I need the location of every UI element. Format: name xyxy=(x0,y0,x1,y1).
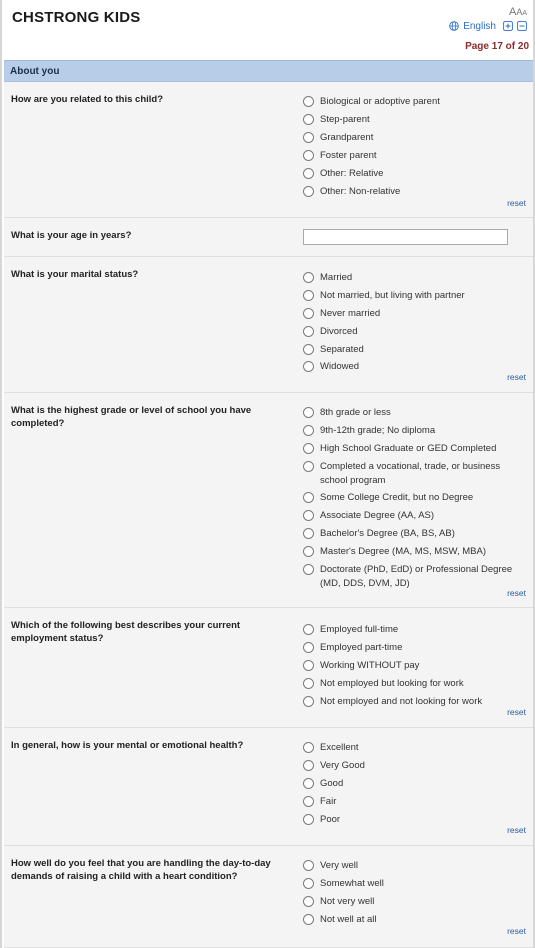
radio-option[interactable] xyxy=(303,623,518,637)
question-text: How well do you feel that you are handling the day-to-day demands of raising a child with a heart condition? xyxy=(11,858,271,882)
radio-option[interactable] xyxy=(303,113,518,127)
radio-button[interactable] xyxy=(303,186,314,197)
page-indicator: Page 17 of 20 xyxy=(465,41,529,52)
option-label: Married xyxy=(320,272,353,283)
question-text: What is your marital status? xyxy=(11,269,139,280)
radio-button[interactable] xyxy=(303,344,314,355)
radio-button[interactable] xyxy=(303,760,314,771)
radio-button[interactable] xyxy=(303,896,314,907)
option-label: Employed full-time xyxy=(320,624,399,635)
reset-link[interactable]: reset xyxy=(507,707,526,717)
radio-button[interactable] xyxy=(303,272,314,283)
question-relationship xyxy=(4,82,535,218)
radio-button[interactable] xyxy=(303,860,314,871)
option-label: Doctorate (PhD, EdD) or Professional Degree (MD, DDS, DVM, JD) xyxy=(320,564,513,589)
radio-button[interactable] xyxy=(303,678,314,689)
app-title: CHSTRONG KIDS xyxy=(12,9,141,26)
radio-option[interactable] xyxy=(303,442,518,456)
option-label: Not married, but living with partner xyxy=(320,290,465,301)
option-label: Not very well xyxy=(320,896,375,907)
radio-option[interactable] xyxy=(303,895,518,909)
radio-button[interactable] xyxy=(303,290,314,301)
question-age xyxy=(4,218,535,257)
radio-option[interactable] xyxy=(303,695,518,709)
radio-option[interactable] xyxy=(303,795,518,809)
radio-button[interactable] xyxy=(303,878,314,889)
radio-option[interactable] xyxy=(303,527,518,541)
option-label: Not employed and not looking for work xyxy=(320,696,483,707)
radio-option[interactable] xyxy=(303,813,518,827)
radio-button[interactable] xyxy=(303,425,314,436)
globe-icon[interactable] xyxy=(449,21,459,31)
reset-link[interactable]: reset xyxy=(507,926,526,936)
radio-option[interactable] xyxy=(303,777,518,791)
option-label: Completed a vocational, trade, or business school program xyxy=(320,461,501,486)
option-label: Very Good xyxy=(320,760,365,771)
option-label: Biological or adoptive parent xyxy=(320,96,440,107)
option-label: Bachelor's Degree (BA, BS, AB) xyxy=(320,528,455,539)
option-label: Fair xyxy=(320,796,337,807)
reset-link[interactable]: reset xyxy=(507,198,526,208)
radio-button[interactable] xyxy=(303,308,314,319)
option-label: Not employed but looking for work xyxy=(320,678,464,689)
option-label: Very well xyxy=(320,860,359,871)
language-selector[interactable]: English xyxy=(463,20,496,32)
radio-button[interactable] xyxy=(303,660,314,671)
question-text: In general, how is your mental or emotional health? xyxy=(11,740,244,751)
question-education xyxy=(4,393,535,608)
option-label: Divorced xyxy=(320,326,358,337)
age-input[interactable] xyxy=(303,229,508,245)
section-title: About you xyxy=(10,66,60,77)
option-label: Excellent xyxy=(320,742,359,753)
radio-option[interactable] xyxy=(303,741,518,755)
radio-option[interactable] xyxy=(303,859,518,873)
option-label: Somewhat well xyxy=(320,878,384,889)
option-label: Employed part-time xyxy=(320,642,403,653)
radio-button[interactable] xyxy=(303,168,314,179)
radio-button[interactable] xyxy=(303,914,314,925)
radio-button[interactable] xyxy=(303,114,314,125)
radio-button[interactable] xyxy=(303,642,314,653)
radio-button[interactable] xyxy=(303,742,314,753)
radio-option[interactable] xyxy=(303,913,518,927)
option-label: 9th-12th grade; No diploma xyxy=(320,425,436,436)
radio-button[interactable] xyxy=(303,461,314,472)
radio-option[interactable] xyxy=(303,149,518,163)
radio-option[interactable] xyxy=(303,563,518,590)
reset-link[interactable]: reset xyxy=(507,588,526,598)
option-label: Some College Credit, but no Degree xyxy=(320,492,474,503)
radio-button[interactable] xyxy=(303,443,314,454)
language-bar xyxy=(449,20,527,32)
font-size-medium[interactable]: A xyxy=(516,7,523,17)
option-label: High School Graduate or GED Completed xyxy=(320,443,497,454)
radio-option[interactable] xyxy=(303,95,518,109)
option-label: Poor xyxy=(320,814,341,825)
option-label: Separated xyxy=(320,344,364,355)
option-label: Master's Degree (MA, MS, MSW, MBA) xyxy=(320,546,486,557)
option-label: Step-parent xyxy=(320,114,370,125)
radio-option[interactable] xyxy=(303,271,518,285)
radio-button[interactable] xyxy=(303,492,314,503)
radio-option[interactable] xyxy=(303,877,518,891)
radio-option[interactable] xyxy=(303,460,518,487)
option-label: Associate Degree (AA, AS) xyxy=(320,510,435,521)
section-header xyxy=(4,60,535,82)
radio-button[interactable] xyxy=(303,150,314,161)
radio-button[interactable] xyxy=(303,96,314,107)
radio-button[interactable] xyxy=(303,407,314,418)
radio-button[interactable] xyxy=(303,132,314,143)
option-label: Good xyxy=(320,778,344,789)
radio-button[interactable] xyxy=(303,510,314,521)
plus-square-icon[interactable] xyxy=(503,21,513,31)
option-label: Working WITHOUT pay xyxy=(320,660,420,671)
option-label: Widowed xyxy=(320,361,360,372)
question-handling-demands xyxy=(4,846,535,948)
radio-option[interactable] xyxy=(303,343,518,357)
radio-option[interactable] xyxy=(303,759,518,773)
radio-button[interactable] xyxy=(303,564,314,575)
font-size-control[interactable] xyxy=(509,2,527,20)
font-size-large[interactable]: A xyxy=(508,6,517,18)
question-marital-status xyxy=(4,257,535,393)
radio-option[interactable] xyxy=(303,545,518,559)
radio-option[interactable] xyxy=(303,131,518,145)
radio-button[interactable] xyxy=(303,528,314,539)
radio-button[interactable] xyxy=(303,624,314,635)
minus-square-icon[interactable] xyxy=(517,21,527,31)
question-text: What is your age in years? xyxy=(11,230,132,241)
radio-option[interactable] xyxy=(303,167,518,181)
option-label: 8th grade or less xyxy=(320,407,391,418)
reset-link[interactable]: reset xyxy=(507,825,526,835)
radio-button[interactable] xyxy=(303,814,314,825)
radio-option[interactable] xyxy=(303,677,518,691)
question-mental-health xyxy=(4,728,535,846)
radio-option[interactable] xyxy=(303,307,518,321)
radio-option[interactable] xyxy=(303,185,518,199)
option-label: Foster parent xyxy=(320,150,377,161)
radio-option[interactable] xyxy=(303,360,518,374)
option-label: Grandparent xyxy=(320,132,374,143)
radio-option[interactable] xyxy=(303,491,518,505)
option-label: Never married xyxy=(320,308,381,319)
radio-option[interactable] xyxy=(303,325,518,339)
radio-option[interactable] xyxy=(303,641,518,655)
radio-button[interactable] xyxy=(303,326,314,337)
radio-option[interactable] xyxy=(303,406,518,420)
question-text: What is the highest grade or level of school you have completed? xyxy=(11,405,252,429)
radio-button[interactable] xyxy=(303,696,314,707)
reset-link[interactable]: reset xyxy=(507,372,526,382)
option-label: Other: Non-relative xyxy=(320,186,401,197)
radio-button[interactable] xyxy=(303,546,314,557)
radio-option[interactable] xyxy=(303,659,518,673)
question-text: Which of the following best describes your current employment status? xyxy=(11,620,241,644)
radio-button[interactable] xyxy=(303,361,314,372)
option-label: Not well at all xyxy=(320,914,377,925)
option-label: Other: Relative xyxy=(320,168,384,179)
survey-header xyxy=(4,0,535,60)
radio-option[interactable] xyxy=(303,509,518,523)
radio-option[interactable] xyxy=(303,424,518,438)
question-employment xyxy=(4,608,535,728)
font-size-small[interactable]: A xyxy=(522,10,527,17)
radio-option[interactable] xyxy=(303,289,518,303)
radio-button[interactable] xyxy=(303,778,314,789)
question-text: How are you related to this child? xyxy=(11,94,164,105)
radio-button[interactable] xyxy=(303,796,314,807)
